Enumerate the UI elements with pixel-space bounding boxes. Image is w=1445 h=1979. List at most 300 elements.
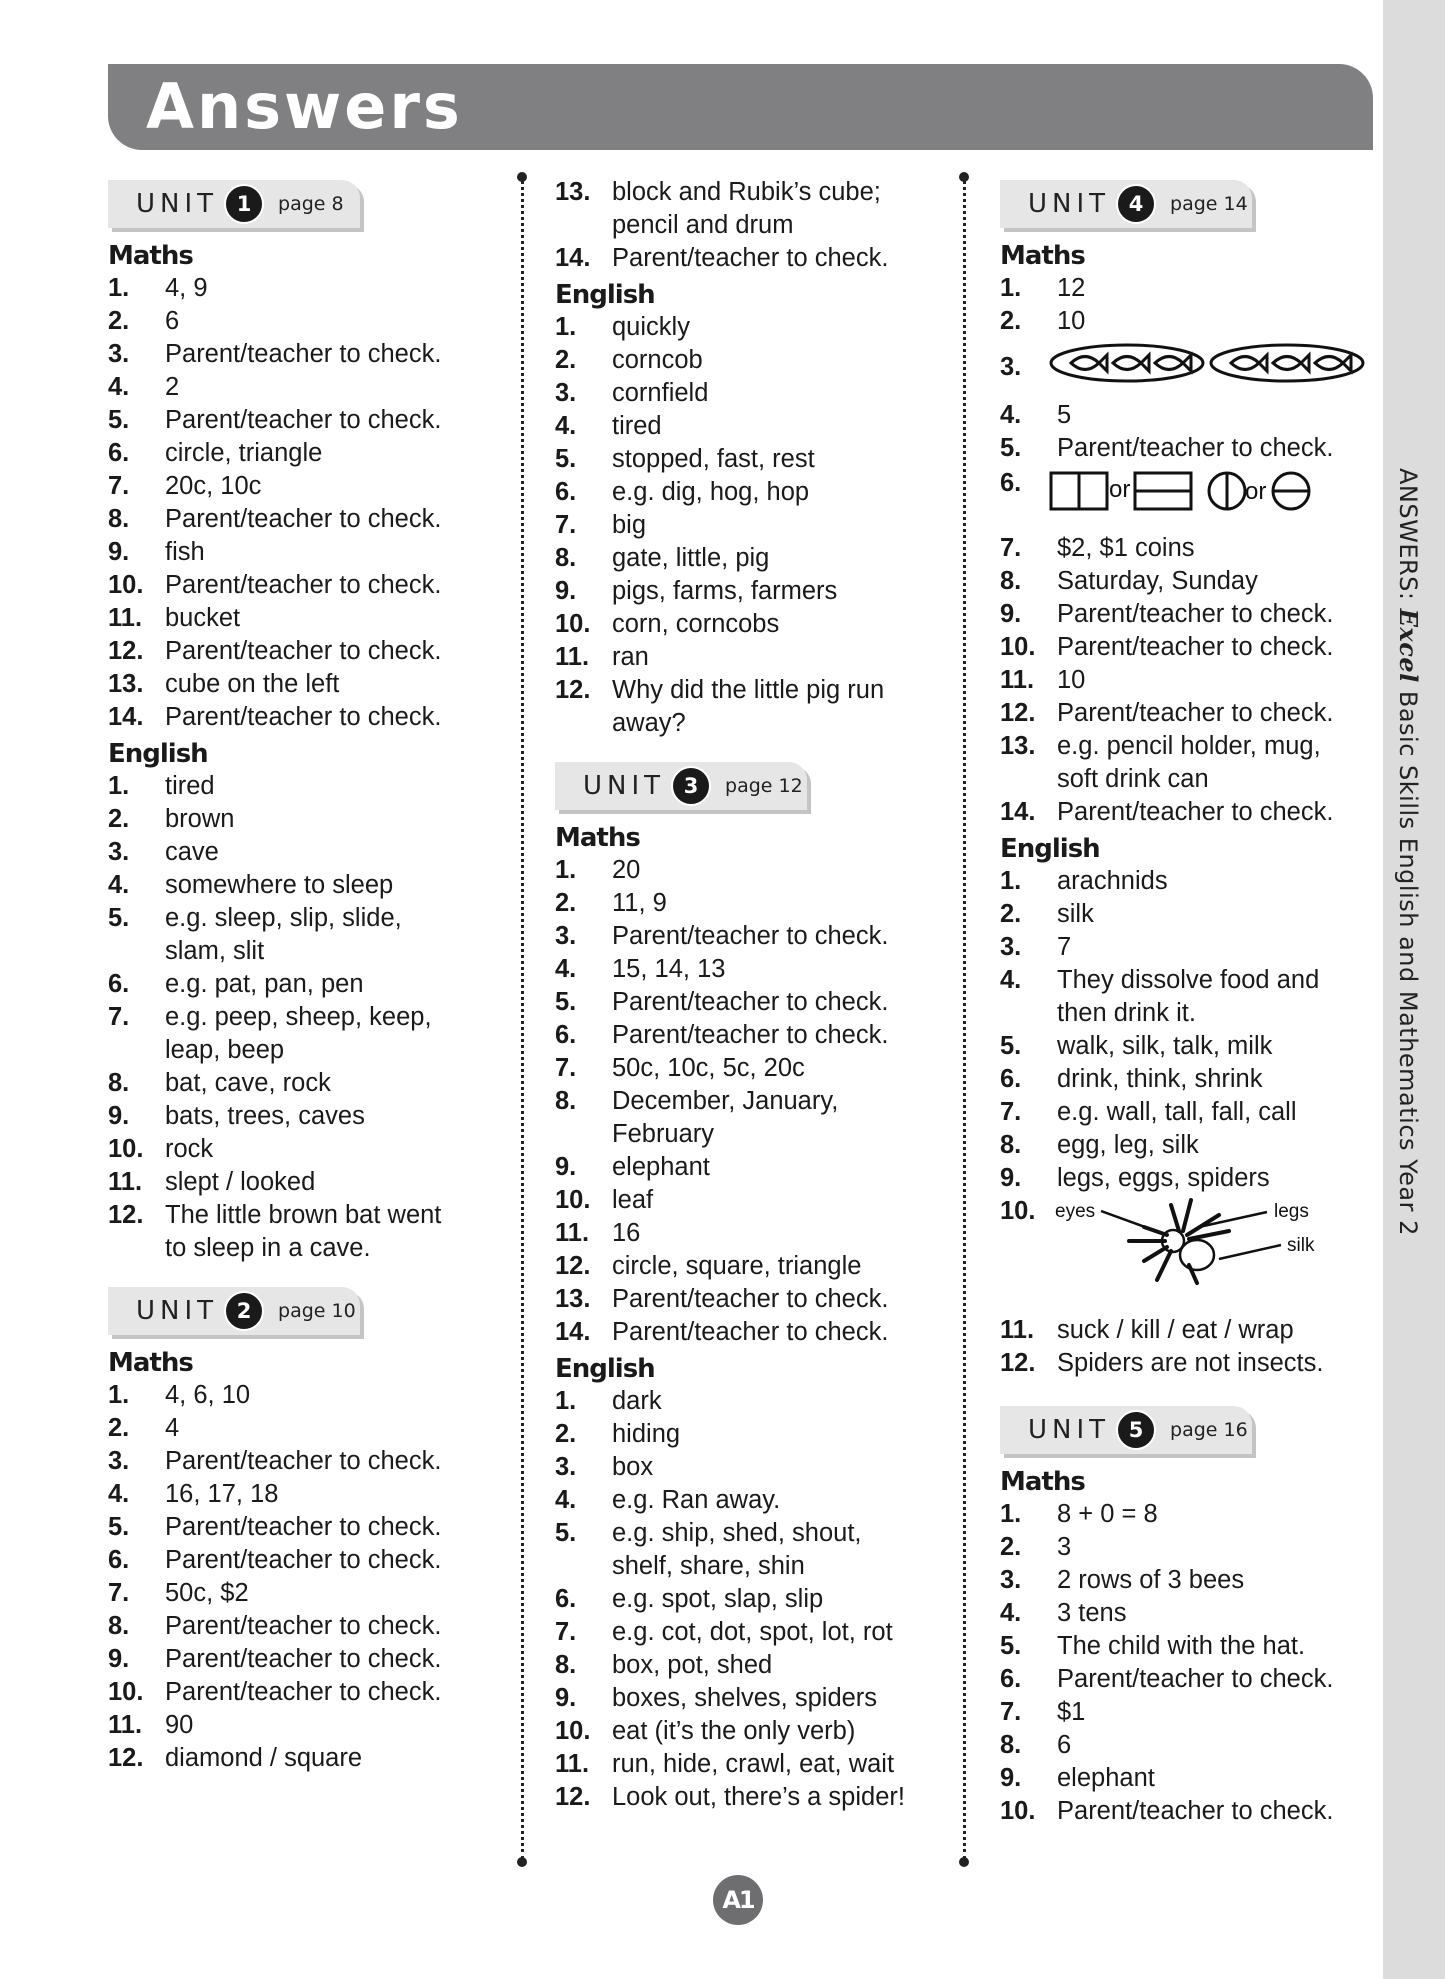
answer-number: 2.	[555, 889, 577, 917]
answer-text: tired	[612, 412, 662, 440]
svg-text:or: or	[1245, 478, 1267, 505]
answer-text: gate, little, pig	[612, 544, 770, 572]
answer-item	[555, 1616, 935, 1649]
answer-text: 5	[1057, 401, 1072, 429]
answer-number: 4.	[555, 1486, 577, 1514]
answer-item	[108, 1709, 488, 1742]
answer-text: 6	[165, 307, 180, 335]
answer-item	[555, 176, 935, 242]
answer-item	[555, 1418, 935, 1451]
answer-item	[108, 635, 488, 668]
answer-text: 3	[1057, 1533, 1072, 1561]
unit-label: UNIT	[583, 771, 666, 801]
fish-groups-icon	[1049, 342, 1369, 384]
spacer	[108, 1265, 488, 1287]
answer-item	[108, 1199, 488, 1265]
answer-number: 3.	[108, 838, 130, 866]
answer-item	[108, 1511, 488, 1544]
answer-text: Spiders are not insects.	[1057, 1349, 1324, 1377]
answer-item-figure	[1000, 1195, 1380, 1314]
answer-text: cube on the left	[165, 670, 340, 698]
answer-number: 6.	[108, 1546, 130, 1574]
answer-text: circle, square, triangle	[612, 1252, 862, 1280]
answer-item	[555, 1517, 935, 1583]
answer-number: 6.	[108, 439, 130, 467]
answer-item-figure	[1000, 338, 1380, 399]
answer-number: 1.	[108, 772, 130, 800]
answer-text: 2 rows of 3 bees	[1057, 1566, 1245, 1594]
answer-number: 10.	[108, 571, 144, 599]
answer-text: leaf	[612, 1186, 654, 1214]
answer-item	[555, 311, 935, 344]
answer-text: Parent/teacher to check.	[612, 1021, 889, 1049]
answer-text: Parent/teacher to check.	[1057, 699, 1334, 727]
answer-text: Parent/teacher to check.	[165, 1612, 442, 1640]
answer-number: 6.	[1000, 1065, 1022, 1093]
answer-item	[555, 1250, 935, 1283]
answer-number: 6.	[555, 478, 577, 506]
answer-item	[1000, 730, 1380, 796]
answer-item	[1000, 1129, 1380, 1162]
answer-item	[108, 1610, 488, 1643]
spider-diagram-icon	[1049, 1195, 1349, 1287]
answer-number: 7.	[108, 472, 130, 500]
answer-number: 8.	[1000, 567, 1022, 595]
answer-number: 9.	[108, 538, 130, 566]
unit-label: UNIT	[1028, 1415, 1111, 1445]
svg-text:eyes: eyes	[1055, 1201, 1096, 1222]
answer-text: 20c, 10c	[165, 472, 262, 500]
answer-item	[555, 1682, 935, 1715]
unit-label: UNIT	[136, 1296, 219, 1326]
section-heading: Maths	[1000, 241, 1085, 271]
answer-text: elephant	[612, 1153, 710, 1181]
answer-text: e.g. spot, slap, slip	[612, 1585, 824, 1613]
answer-item	[1000, 1696, 1380, 1729]
answer-text: hiding	[612, 1420, 681, 1448]
answer-text: 3 tens	[1057, 1599, 1127, 1627]
answer-text: eat (it’s the only verb)	[612, 1717, 856, 1745]
answer-item	[555, 1085, 935, 1151]
answer-text: slept / looked	[165, 1168, 316, 1196]
answer-item	[555, 377, 935, 410]
answer-number: 5.	[555, 988, 577, 1016]
answer-number: 7.	[108, 1003, 130, 1031]
answer-item	[108, 1166, 488, 1199]
answer-text: e.g. sleep, slip, slide, slam, slit	[165, 904, 402, 965]
section-heading: Maths	[108, 241, 193, 271]
answer-number: 7.	[1000, 534, 1022, 562]
answer-number: 12.	[108, 1201, 144, 1229]
answer-text: 6	[1057, 1731, 1072, 1759]
answer-number: 6.	[555, 1585, 577, 1613]
answer-text: e.g. cot, dot, spot, lot, rot	[612, 1618, 893, 1646]
answer-number: 5.	[1000, 1632, 1022, 1660]
answer-text: elephant	[1057, 1764, 1155, 1792]
answer-number: 13.	[555, 1285, 591, 1313]
answer-item	[108, 404, 488, 437]
answer-item	[1000, 272, 1380, 305]
unit-page-ref: page 10	[278, 1300, 356, 1322]
answer-number: 3.	[1000, 933, 1022, 961]
answer-text: corncob	[612, 346, 703, 374]
answer-number: 1.	[555, 1387, 577, 1415]
answer-item	[108, 1001, 488, 1067]
answer-text: drink, think, shrink	[1057, 1065, 1263, 1093]
answer-item	[1000, 664, 1380, 697]
answer-item	[555, 575, 935, 608]
answer-text: The child with the hat.	[1057, 1632, 1306, 1660]
answer-text: 16	[612, 1219, 641, 1247]
halves-shapes-icon	[1049, 467, 1319, 511]
answer-item	[1000, 796, 1380, 829]
answer-number: 11.	[555, 643, 590, 671]
answer-text: Look out, there’s a spider!	[612, 1783, 905, 1811]
answer-text: bat, cave, rock	[165, 1069, 331, 1097]
answer-text: pigs, farms, farmers	[612, 577, 838, 605]
unit-page-ref: page 14	[1170, 193, 1248, 215]
answer-number: 1.	[108, 1381, 130, 1409]
answer-number: 6.	[108, 970, 130, 998]
answer-text: e.g. dig, hog, hop	[612, 478, 810, 506]
answer-number: 9.	[555, 1153, 577, 1181]
answer-number: 7.	[555, 511, 577, 539]
answer-item	[555, 641, 935, 674]
answer-number: 8.	[108, 505, 130, 533]
answer-text: Parent/teacher to check.	[165, 340, 442, 368]
answer-number: 2.	[1000, 307, 1022, 335]
answer-item	[1000, 1597, 1380, 1630]
answer-number: 1.	[108, 274, 130, 302]
answer-item	[1000, 305, 1380, 338]
answer-number: 7.	[1000, 1698, 1022, 1726]
answer-number: 5.	[108, 904, 130, 932]
answer-text: $2, $1 coins	[1057, 534, 1195, 562]
answer-number: 5.	[108, 1513, 130, 1541]
answer-number: 12.	[108, 1744, 144, 1772]
answer-number: 4.	[108, 373, 130, 401]
answer-number: 2.	[1000, 1533, 1022, 1561]
answer-item	[1000, 964, 1380, 1030]
answer-item	[108, 503, 488, 536]
answer-item	[555, 854, 935, 887]
answer-text: e.g. ship, shed, shout, shelf, share, shin	[612, 1519, 862, 1580]
section-heading: Maths	[1000, 1467, 1085, 1497]
answer-item	[108, 1742, 488, 1775]
answer-number: 2.	[108, 805, 130, 833]
answer-number: 5.	[108, 406, 130, 434]
answer-text: legs, eggs, spiders	[1057, 1164, 1270, 1192]
side-caption-prefix: ANSWERS:	[1394, 468, 1422, 609]
answer-item	[555, 542, 935, 575]
answer-number: 11.	[1000, 1316, 1035, 1344]
answer-item	[1000, 432, 1380, 465]
column-divider-right	[963, 180, 966, 1860]
answer-number: 3.	[555, 922, 577, 950]
answer-item	[555, 410, 935, 443]
title-banner	[108, 64, 1373, 150]
answer-item	[108, 701, 488, 734]
divider-dot	[517, 172, 527, 182]
answer-number: 2.	[108, 1414, 130, 1442]
answer-text: e.g. pat, pan, pen	[165, 970, 364, 998]
answer-text: e.g. peep, sheep, keep, leap, beep	[165, 1003, 432, 1064]
answer-item	[555, 920, 935, 953]
answer-item	[1000, 565, 1380, 598]
answer-number: 2.	[108, 307, 130, 335]
answer-number: 5.	[1000, 1032, 1022, 1060]
unit-number-badge: 2	[224, 1291, 264, 1331]
answer-item	[108, 470, 488, 503]
answer-item	[108, 1478, 488, 1511]
answer-figure	[1049, 342, 1380, 393]
answer-item	[1000, 1347, 1380, 1380]
divider-dot	[517, 1857, 527, 1867]
answer-text: corn, corncobs	[612, 610, 780, 638]
answer-number: 14.	[108, 703, 144, 731]
answer-item	[108, 1379, 488, 1412]
answer-number: 1.	[1000, 274, 1022, 302]
answer-text: block and Rubik’s cube; pencil and drum	[612, 178, 881, 239]
answer-item	[108, 1133, 488, 1166]
answer-text: Parent/teacher to check.	[1057, 434, 1334, 462]
answer-text: Parent/teacher to check.	[165, 703, 442, 731]
answer-number: 4.	[555, 412, 577, 440]
answer-item	[1000, 1762, 1380, 1795]
answer-item	[108, 1643, 488, 1676]
answer-number: 13.	[108, 670, 144, 698]
answer-text: Parent/teacher to check.	[612, 244, 889, 272]
answer-text: Saturday, Sunday	[1057, 567, 1258, 595]
answer-number: 6.	[1000, 469, 1022, 497]
svg-text:silk: silk	[1287, 1235, 1315, 1256]
answer-text: Parent/teacher to check.	[165, 1645, 442, 1673]
answer-item	[1000, 1314, 1380, 1347]
answer-item	[1000, 898, 1380, 931]
answer-number: 7.	[108, 1579, 130, 1607]
answer-text: stopped, fast, rest	[612, 445, 815, 473]
answer-text: Parent/teacher to check.	[1057, 798, 1334, 826]
answer-number: 14.	[555, 1318, 591, 1346]
answer-text: e.g. wall, tall, fall, call	[1057, 1098, 1297, 1126]
answer-text: Parent/teacher to check.	[165, 406, 442, 434]
answer-item	[555, 1484, 935, 1517]
answer-text: Parent/teacher to check.	[165, 1678, 442, 1706]
answer-item	[555, 344, 935, 377]
answer-item	[555, 509, 935, 542]
answer-number: 9.	[1000, 1164, 1022, 1192]
answer-item	[1000, 1096, 1380, 1129]
answer-item	[555, 1283, 935, 1316]
answer-item	[1000, 1729, 1380, 1762]
answer-item	[108, 569, 488, 602]
answer-item	[555, 1019, 935, 1052]
answer-number: 8.	[108, 1069, 130, 1097]
answer-item	[108, 1544, 488, 1577]
answer-item	[555, 953, 935, 986]
answer-text: Parent/teacher to check.	[165, 1447, 442, 1475]
answer-text: cave	[165, 838, 219, 866]
answer-item	[108, 536, 488, 569]
answer-item	[1000, 532, 1380, 565]
answer-item	[1000, 697, 1380, 730]
answer-item	[1000, 1531, 1380, 1564]
answer-number: 4.	[108, 1480, 130, 1508]
answer-text: Parent/teacher to check.	[612, 1285, 889, 1313]
answer-text: 90	[165, 1711, 194, 1739]
divider-dot	[959, 172, 969, 182]
answer-text: $1	[1057, 1698, 1086, 1726]
side-caption	[1394, 468, 1423, 1236]
answer-item	[555, 1316, 935, 1349]
unit-page-ref: page 8	[278, 193, 344, 215]
answer-number: 7.	[555, 1054, 577, 1082]
section-heading: Maths	[555, 823, 640, 853]
section-heading: English	[555, 1354, 655, 1384]
answer-text: 2	[165, 373, 180, 401]
answer-number: 11.	[555, 1750, 590, 1778]
answer-number: 8.	[555, 544, 577, 572]
answer-item	[555, 476, 935, 509]
answer-number: 11.	[555, 1219, 590, 1247]
section-heading: Maths	[108, 1348, 193, 1378]
answer-item	[108, 1100, 488, 1133]
unit-header-1	[108, 180, 360, 228]
answer-text: 7	[1057, 933, 1072, 961]
answer-item	[108, 305, 488, 338]
answer-number: 4.	[1000, 401, 1022, 429]
answer-text: They dissolve food and then drink it.	[1057, 966, 1320, 1027]
svg-text:legs: legs	[1274, 1201, 1309, 1222]
answer-number: 12.	[555, 676, 591, 704]
answer-text: Parent/teacher to check.	[1057, 1797, 1334, 1825]
answer-item	[555, 1748, 935, 1781]
answer-text: silk	[1057, 900, 1094, 928]
answer-number: 12.	[1000, 699, 1036, 727]
svg-text:or: or	[1109, 476, 1131, 503]
answer-text: 10	[1057, 307, 1086, 335]
answer-text: rock	[165, 1135, 214, 1163]
answer-text: Why did the little pig run away?	[612, 676, 885, 737]
answer-text: ran	[612, 643, 649, 671]
answer-item	[555, 1151, 935, 1184]
answer-number: 10.	[555, 1717, 591, 1745]
answer-text: Parent/teacher to check.	[165, 571, 442, 599]
answer-text: 50c, 10c, 5c, 20c	[612, 1054, 805, 1082]
answer-item	[108, 338, 488, 371]
answer-text: Parent/teacher to check.	[165, 505, 442, 533]
answer-text: dark	[612, 1387, 662, 1415]
answer-number: 11.	[108, 604, 143, 632]
answer-number: 1.	[555, 313, 577, 341]
answer-number: 13.	[1000, 732, 1036, 760]
answer-item	[1000, 399, 1380, 432]
answer-item	[108, 869, 488, 902]
answer-number: 11.	[1000, 666, 1035, 694]
answer-item	[555, 1052, 935, 1085]
answer-item	[1000, 1564, 1380, 1597]
answer-number: 14.	[555, 244, 591, 272]
answer-text: tired	[165, 772, 215, 800]
unit-label: UNIT	[1028, 189, 1111, 219]
unit-header-3	[555, 762, 807, 810]
divider-dot	[959, 1857, 969, 1867]
answer-item	[108, 668, 488, 701]
answer-number: 7.	[555, 1618, 577, 1646]
answer-figure	[1049, 1195, 1380, 1296]
section-heading: English	[555, 280, 655, 310]
answer-text: Parent/teacher to check.	[165, 1546, 442, 1574]
answer-number: 12.	[555, 1252, 591, 1280]
answer-number: 7.	[1000, 1098, 1022, 1126]
answer-number: 2.	[1000, 900, 1022, 928]
answer-text: 4, 6, 10	[165, 1381, 251, 1409]
answer-text: Parent/teacher to check.	[165, 637, 442, 665]
answer-item	[555, 1385, 935, 1418]
answers-column-2	[555, 176, 935, 1814]
answer-text: Parent/teacher to check.	[612, 1318, 889, 1346]
answer-text: Parent/teacher to check.	[612, 988, 889, 1016]
answer-text: 12	[1057, 274, 1086, 302]
answer-item	[108, 1577, 488, 1610]
answer-number: 5.	[555, 445, 577, 473]
answer-text: 16, 17, 18	[165, 1480, 279, 1508]
answer-text: 15, 14, 13	[612, 955, 726, 983]
answer-number: 10.	[1000, 1197, 1036, 1225]
answer-text: brown	[165, 805, 235, 833]
answer-item	[1000, 1795, 1380, 1828]
answer-number: 2.	[555, 346, 577, 374]
answer-number: 2.	[555, 1420, 577, 1448]
answer-item	[555, 608, 935, 641]
answer-text: December, January, February	[612, 1087, 839, 1148]
answer-item	[108, 902, 488, 968]
answer-text: arachnids	[1057, 867, 1168, 895]
answer-item	[555, 1184, 935, 1217]
answer-text: 10	[1057, 666, 1086, 694]
answer-item	[1000, 865, 1380, 898]
answer-text: big	[612, 511, 647, 539]
unit-number-badge: 4	[1116, 184, 1156, 224]
answer-text: 50c, $2	[165, 1579, 249, 1607]
unit-number-badge: 3	[671, 766, 711, 806]
answer-text: cornfield	[612, 379, 709, 407]
answer-item	[555, 443, 935, 476]
answer-number: 5.	[1000, 434, 1022, 462]
answer-number: 9.	[555, 577, 577, 605]
answer-item	[1000, 1663, 1380, 1696]
answer-number: 8.	[108, 1612, 130, 1640]
page-title: Answers	[146, 70, 463, 143]
answer-item	[555, 1451, 935, 1484]
unit-number-badge: 1	[224, 184, 264, 224]
answer-text: Parent/teacher to check.	[1057, 1665, 1334, 1693]
answer-number: 4.	[108, 871, 130, 899]
answer-number: 3.	[108, 340, 130, 368]
answer-number: 10.	[1000, 1797, 1036, 1825]
answer-text: The little brown bat went to sleep in a cave.	[165, 1201, 442, 1262]
spacer	[1000, 1380, 1380, 1406]
answer-number: 3.	[1000, 353, 1022, 381]
answer-text: egg, leg, silk	[1057, 1131, 1199, 1159]
answer-item	[555, 1781, 935, 1814]
answer-number: 8.	[555, 1651, 577, 1679]
answer-text: bats, trees, caves	[165, 1102, 365, 1130]
answer-number: 4.	[555, 955, 577, 983]
answer-figure	[1049, 467, 1380, 520]
answer-text: box	[612, 1453, 654, 1481]
answer-number: 12.	[1000, 1349, 1036, 1377]
